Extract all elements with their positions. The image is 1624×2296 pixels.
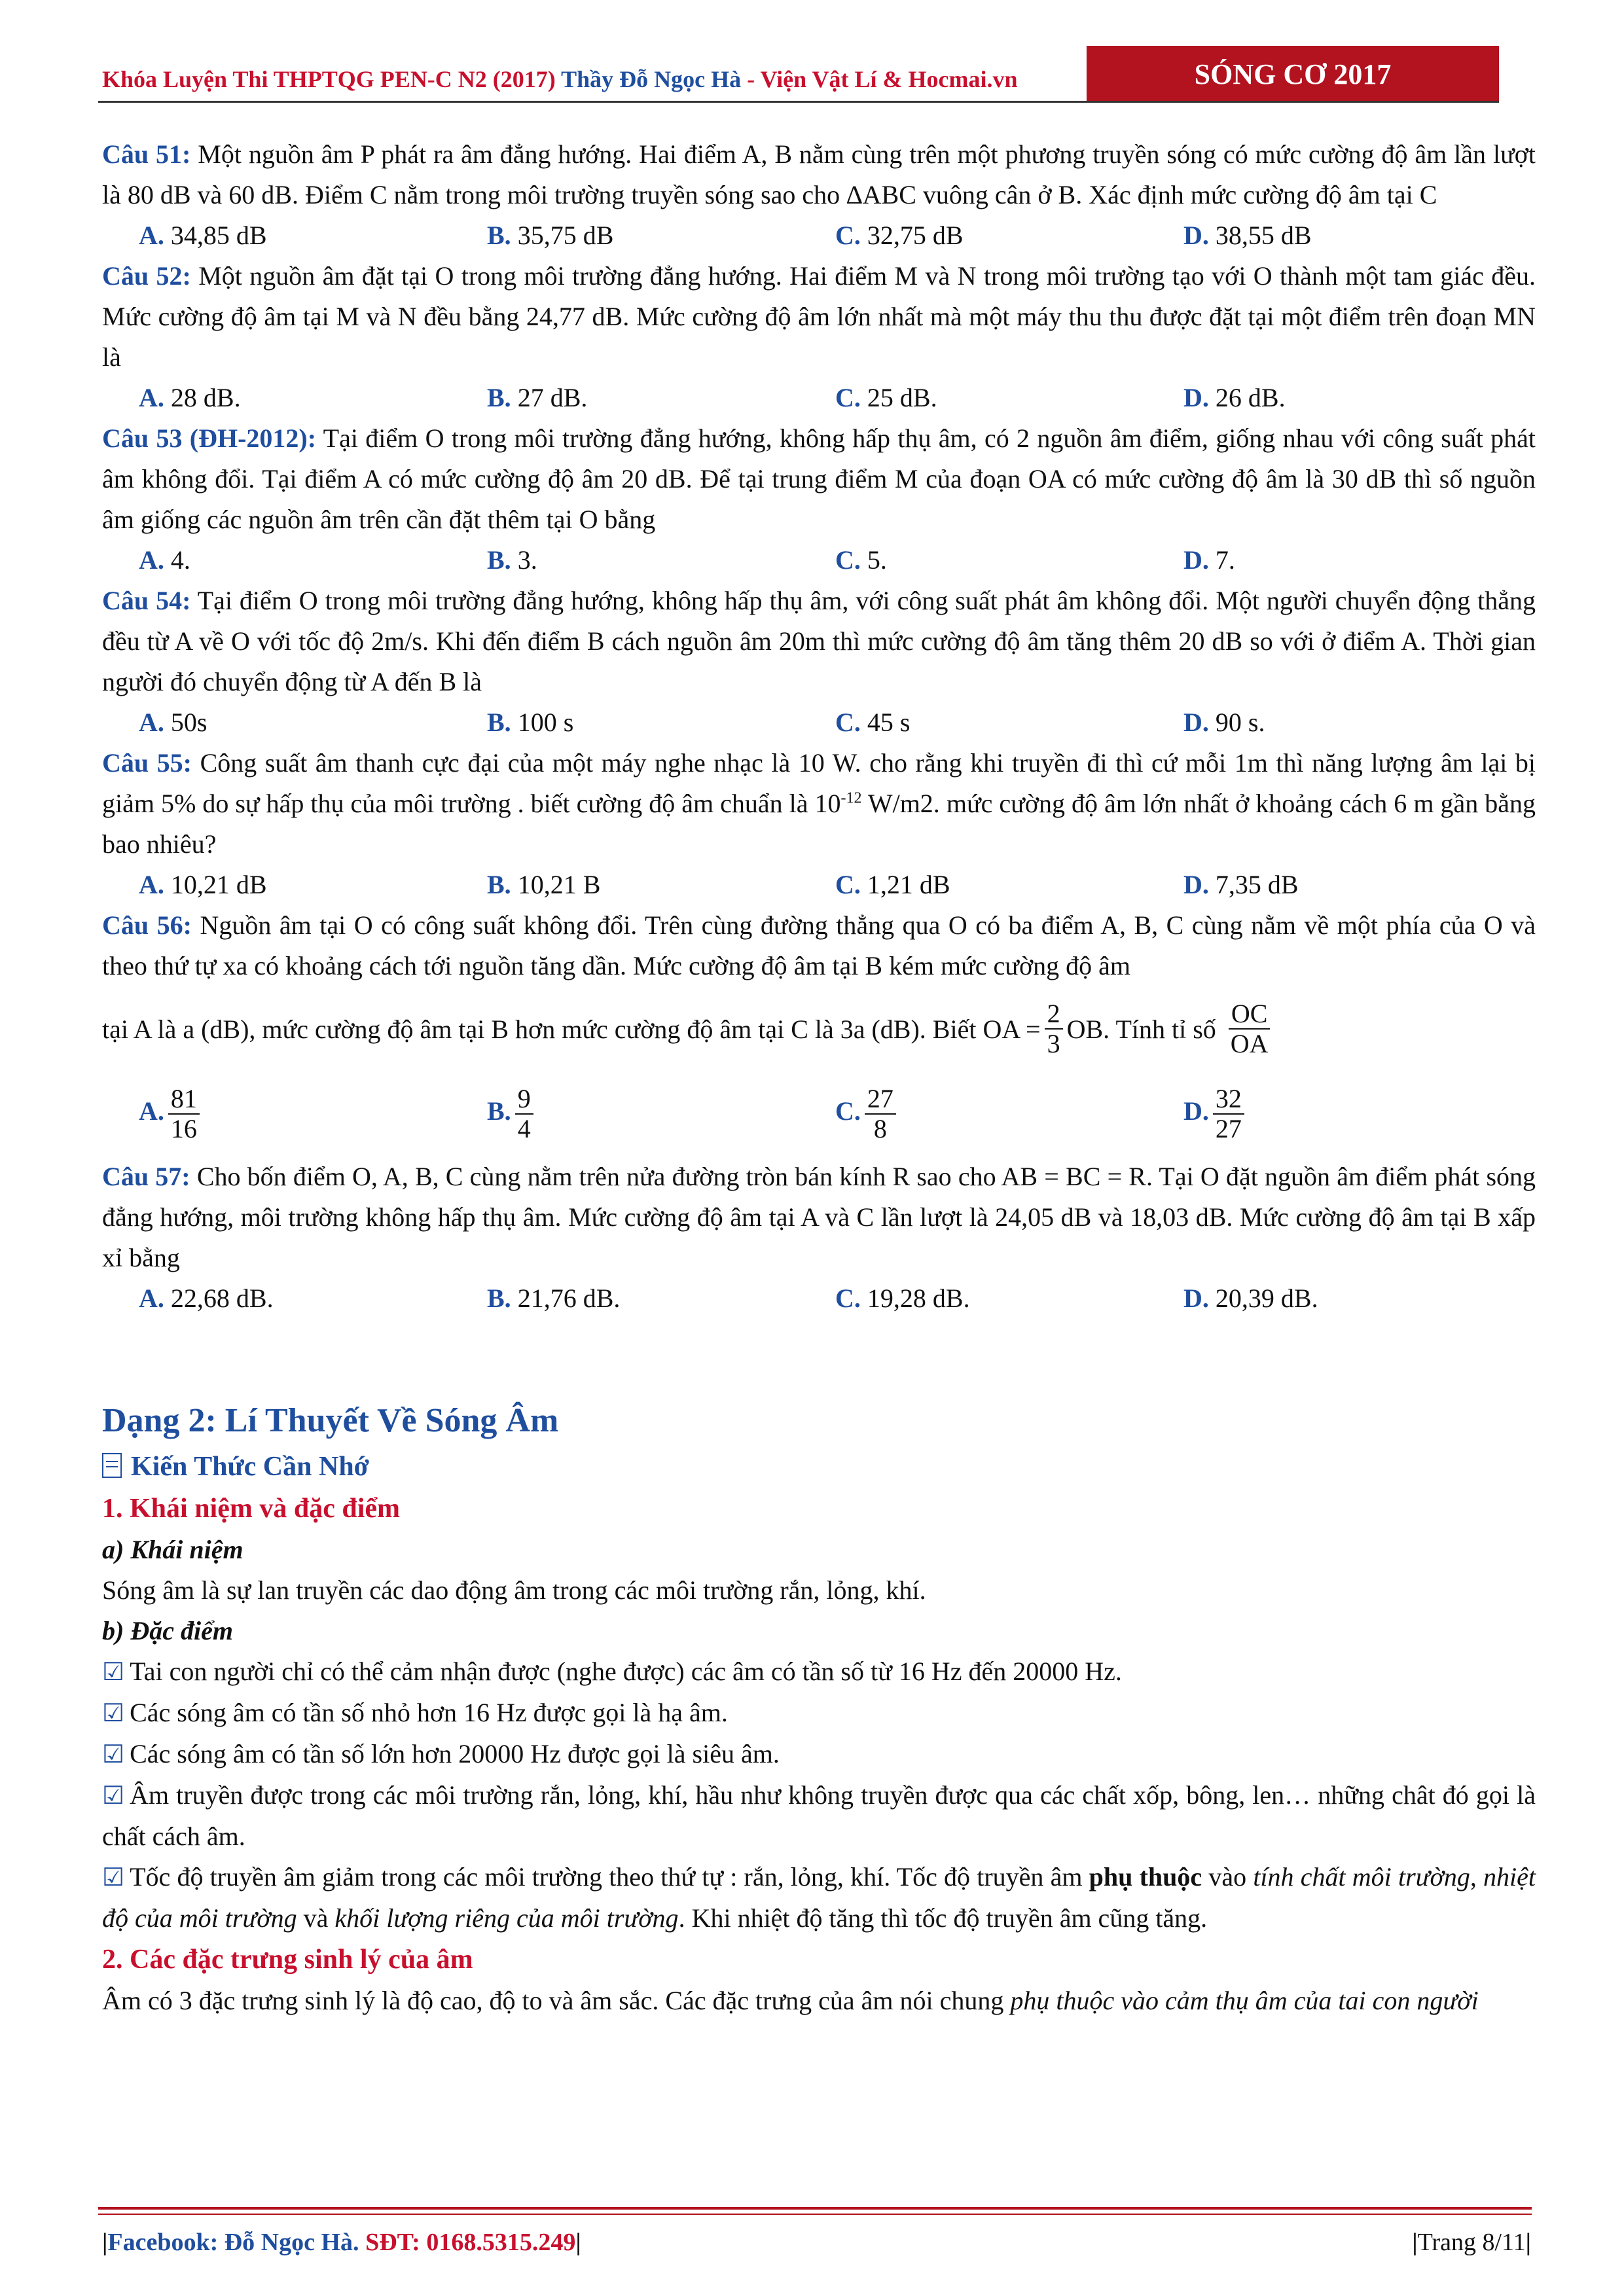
answer-options xyxy=(102,865,1536,905)
option-c: C. 25 dB. xyxy=(835,383,937,412)
check-item: ☑ Các sóng âm có tần số nhỏ hơn 16 Hz được gọi là hạ âm. xyxy=(102,1698,728,1727)
page-number: |Trang 8/11| xyxy=(1412,2229,1531,2256)
answer-options xyxy=(102,540,1536,581)
header-divider xyxy=(98,101,1499,103)
option-c: C. 32,75 dB xyxy=(835,221,964,250)
page-content xyxy=(102,134,1536,2021)
question-text: Công suất âm thanh cực đại của một máy nghe nhạc là 10 W. cho rằng khi truyền đi thì cứ mỗi 1m thì năng lượng âm lại bị giảm 5% do sự hấp thụ của môi trường . biết cường độ âm chuẩn là 10 xyxy=(102,748,1536,818)
question-label: Câu 54: xyxy=(102,586,191,615)
teacher-name: Thầy Đỗ Ngọc Hà xyxy=(561,66,742,92)
option-a: A. 22,68 dB. xyxy=(139,1283,274,1313)
option-d: D. 90 s. xyxy=(1183,708,1265,737)
option-a: A. 4. xyxy=(139,545,190,575)
subheading-a: a) Khái niệm xyxy=(102,1535,244,1564)
option-a: A. 10,21 dB xyxy=(139,870,267,899)
checkbox-icon: ☑ xyxy=(102,1700,125,1727)
check-item: ☑ Âm truyền được trong các môi trường rắn, lỏng, khí, hầu như không truyền được qua các chất xốp, bông, len… những chât đó gọi là chất cách âm. xyxy=(102,1780,1536,1851)
question-label: Câu 53 (ĐH-2012): xyxy=(102,423,317,453)
course-name: Khóa Luyện Thi THPTQG PEN-C N2 (2017) xyxy=(102,66,556,92)
subheading-b: b) Đặc điểm xyxy=(102,1616,233,1645)
check-item: ☑ Các sóng âm có tần số lớn hơn 20000 Hz được gọi là siêu âm. xyxy=(102,1739,780,1768)
question-53 xyxy=(102,418,1536,540)
option-d: D. 26 dB. xyxy=(1183,383,1286,412)
header-title xyxy=(102,65,1018,93)
question-51 xyxy=(102,134,1536,215)
checkbox-icon: ☑ xyxy=(102,1864,125,1892)
option-a: A. 34,85 dB xyxy=(139,221,267,250)
question-52 xyxy=(102,256,1536,378)
question-text: Một nguồn âm đặt tại O trong môi trường đẳng hướng. Hai điểm M và N trong môi trường tạo với O thành một tam giác đều. Mức cường độ âm tại M và N đều bằng 24,77 dB. Mức cường độ âm lớn nhất mà một máy thu thu được đặt tại một điểm trên đoạn MN là xyxy=(102,261,1536,372)
institute-name: - Viện Vật Lí & Hocmai.vn xyxy=(747,66,1018,92)
phone-number: SĐT: 0168.5315.249 xyxy=(365,2229,576,2256)
check-item: ☑ Tai con người chỉ có thể cảm nhận được (nghe được) các âm có tần số từ 16 Hz đến 20000 Hz. xyxy=(102,1657,1122,1686)
option-c: C. 1,21 dB xyxy=(835,870,950,899)
option-c: C. 45 s xyxy=(835,708,911,737)
option-d: D. $\frac{32}{27}$ xyxy=(1183,1085,1532,1143)
heading-1: 1. Khái niệm và đặc điểm xyxy=(102,1494,401,1524)
option-a: A. 28 dB. xyxy=(139,383,241,412)
question-label: Câu 57: xyxy=(102,1162,190,1191)
footer-divider-thin xyxy=(98,2214,1532,2215)
option-d: D. 20,39 dB. xyxy=(1183,1283,1318,1313)
option-c: C. $\frac{27}{8}$ xyxy=(835,1085,1183,1143)
option-b: B. 27 dB. xyxy=(487,383,588,412)
question-55 xyxy=(102,743,1536,865)
answer-options xyxy=(102,378,1536,418)
question-54 xyxy=(102,581,1536,702)
checkbox-icon: ☑ xyxy=(102,1741,125,1768)
question-text-cont: W/m2. mức cường độ âm lớn nhất ở khoảng cách 6 m gần bằng bao nhiêu? xyxy=(102,789,1536,859)
topic-badge: SÓNG CƠ 2017 xyxy=(1087,46,1499,102)
fraction-oc-oa: $\frac{OC}{OA}$ xyxy=(1228,999,1271,1058)
question-text: Tại điểm O trong môi trường đẳng hướng, không hấp thụ âm, có 2 nguồn âm điểm, giống nhau với công suất phát âm không đổi. Tại điểm A có mức cường độ âm 20 dB. Để tại trung điểm M của đoạn OA có mức cường độ âm là 30 dB thì số nguồn âm giống các nguồn âm trên cần đặt thêm tại O bằng xyxy=(102,423,1536,534)
checkbox-icon: ☑ xyxy=(102,1659,125,1686)
option-d: D. 38,55 dB xyxy=(1183,221,1312,250)
question-label: Câu 52: xyxy=(102,261,191,291)
answer-options xyxy=(102,1278,1536,1319)
option-a: A. 50s xyxy=(139,708,208,737)
question-57 xyxy=(102,1157,1536,1278)
option-b: B. 21,76 dB. xyxy=(487,1283,621,1313)
document-icon xyxy=(102,1453,122,1478)
question-text: Cho bốn điểm O, A, B, C cùng nằm trên nửa đường tròn bán kính R sao cho AB = BC = R. Tại O đặt nguồn âm điểm phát sóng đẳng hướng, môi trường không hấp thụ âm. Mức cường độ âm tại A và C lần lượt là 24,05 dB và 18,03 dB. Mức cường độ âm tại B xấp xỉ bằng xyxy=(102,1162,1536,1272)
answer-options xyxy=(102,215,1536,256)
footer-contact: |Facebook: Đỗ Ngọc Hà. SĐT: 0168.5315.249| xyxy=(102,2229,581,2256)
answer-options xyxy=(102,1071,1536,1157)
fraction-2-3: $\frac{2}{3}$ xyxy=(1045,999,1063,1058)
question-text: Một nguồn âm P phát ra âm đẳng hướng. Hai điểm A, B nằm cùng trên một phương truyền sóng có mức cường độ âm lần lượt là 80 dB và 60 dB. Điểm C nằm trong môi trường truyền sóng sao cho ∆ABC vuông cân ở B. Xác định mức cường độ âm tại C xyxy=(102,139,1536,209)
paragraph-characteristics: Âm có 3 đặc trưng sinh lý là độ cao, độ to và âm sắc. Các đặc trưng của âm nói chung phụ thuộc vào cảm thụ âm của tai con người xyxy=(102,1986,1479,2015)
exponent: -12 xyxy=(840,789,862,807)
knowledge-heading: Kiến Thức Cần Nhớ xyxy=(102,1446,1536,1488)
option-b: B. $\frac{9}{4}$ xyxy=(487,1085,835,1143)
option-c: C. 5. xyxy=(835,545,887,575)
option-b: B. 100 s xyxy=(487,708,574,737)
facebook-link[interactable]: Facebook: Đỗ Ngọc Hà. xyxy=(107,2229,359,2256)
question-label: Câu 56: xyxy=(102,910,192,940)
question-56-formula-line: tại A là a (dB), mức cường độ âm tại B hơn mức cường độ âm tại C là 3a (dB). Biết OA = $\frac{2}{3}$ OB. Tính tỉ số $\frac{OC}{OA}$ xyxy=(102,986,1536,1071)
definition-text: Sóng âm là sự lan truyền các dao động âm trong các môi trường rắn, lỏng, khí. xyxy=(102,1575,926,1605)
footer-divider xyxy=(98,2207,1532,2210)
option-d: D. 7. xyxy=(1183,545,1235,575)
option-b: B. 10,21 B xyxy=(487,870,601,899)
question-text: Tại điểm O trong môi trường đẳng hướng, không hấp thụ âm, với công suất phát âm không đổi. Một người chuyển động thẳng đều từ A về O với tốc độ 2m/s. Khi đến điểm B cách nguồn âm 20m thì mức cường độ âm tăng thêm 20 dB so với ở điểm A. Thời gian người đó chuyển động từ A đến B là xyxy=(102,586,1536,696)
option-a: A. $\frac{81}{16}$ xyxy=(139,1085,487,1143)
option-d: D. 7,35 dB xyxy=(1183,870,1299,899)
check-item: ☑ Tốc độ truyền âm giảm trong các môi trường theo thứ tự : rắn, lỏng, khí. Tốc độ truyền âm phụ thuộc vào tính chất môi trường, nhiệt độ của môi trường và khối lượng riêng của môi trường. Khi nhiệt độ tăng thì tốc độ truyền âm cũng tăng. xyxy=(102,1862,1536,1933)
question-text: Nguồn âm tại O có công suất không đổi. Trên cùng đường thẳng qua O có ba điểm A, B, C cùng nằm về một phía của O và theo thứ tự xa có khoảng cách tới nguồn tăng dần. Mức cường độ âm tại B kém mức cường độ âm xyxy=(102,910,1536,980)
heading-2: 2. Các đặc trưng sinh lý của âm xyxy=(102,1945,473,1975)
question-label: Câu 51: xyxy=(102,139,191,169)
answer-options xyxy=(102,702,1536,743)
checkbox-icon: ☑ xyxy=(102,1782,125,1810)
option-b: B. 3. xyxy=(487,545,537,575)
option-b: B. 35,75 dB xyxy=(487,221,614,250)
question-56 xyxy=(102,905,1536,986)
option-c: C. 19,28 dB. xyxy=(835,1283,970,1313)
question-label: Câu 55: xyxy=(102,748,192,778)
section-title: Dạng 2: Lí Thuyết Về Sóng Âm xyxy=(102,1402,559,1439)
